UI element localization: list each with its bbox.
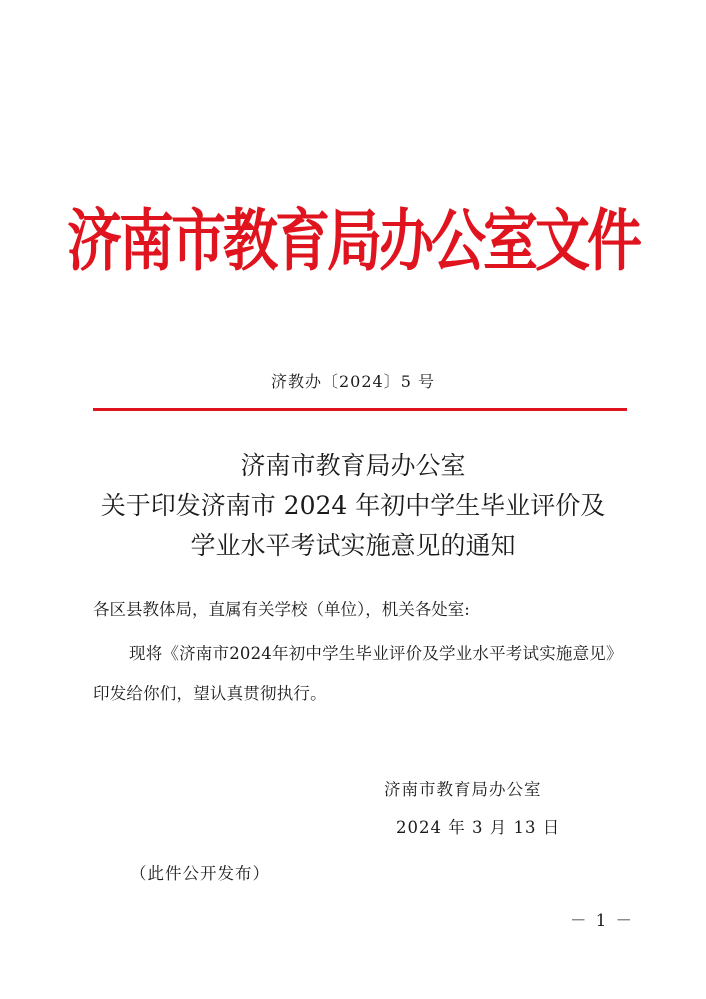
publication-note: （此件公开发布） (130, 864, 270, 883)
document-number: 济教办〔2024〕5 号 (271, 372, 435, 391)
title-line-3: 学业水平考试实施意见的通知 (190, 531, 516, 560)
title-line-2: 关于印发济南市 2024 年初中学生毕业评价及 (100, 491, 606, 520)
body-paragraph: 现将《济南市2024年初中学生毕业评价及学业水平考试实施意见》印发给你们，望认真贯彻执行。 (93, 644, 623, 703)
addressee-line: 各区县教体局，直属有关学校（单位），机关各处室: (93, 600, 470, 619)
red-divider (93, 408, 627, 411)
document-title (0, 446, 706, 566)
signature-date: 2024 年 3 月 13 日 (396, 818, 561, 837)
signature-organization: 济南市教育局办公室 (384, 780, 542, 799)
page-number: － 1 － (570, 911, 634, 930)
masthead-title: 济南市教育局办公室文件 (66, 201, 639, 281)
title-line-1: 济南市教育局办公室 (240, 451, 466, 480)
